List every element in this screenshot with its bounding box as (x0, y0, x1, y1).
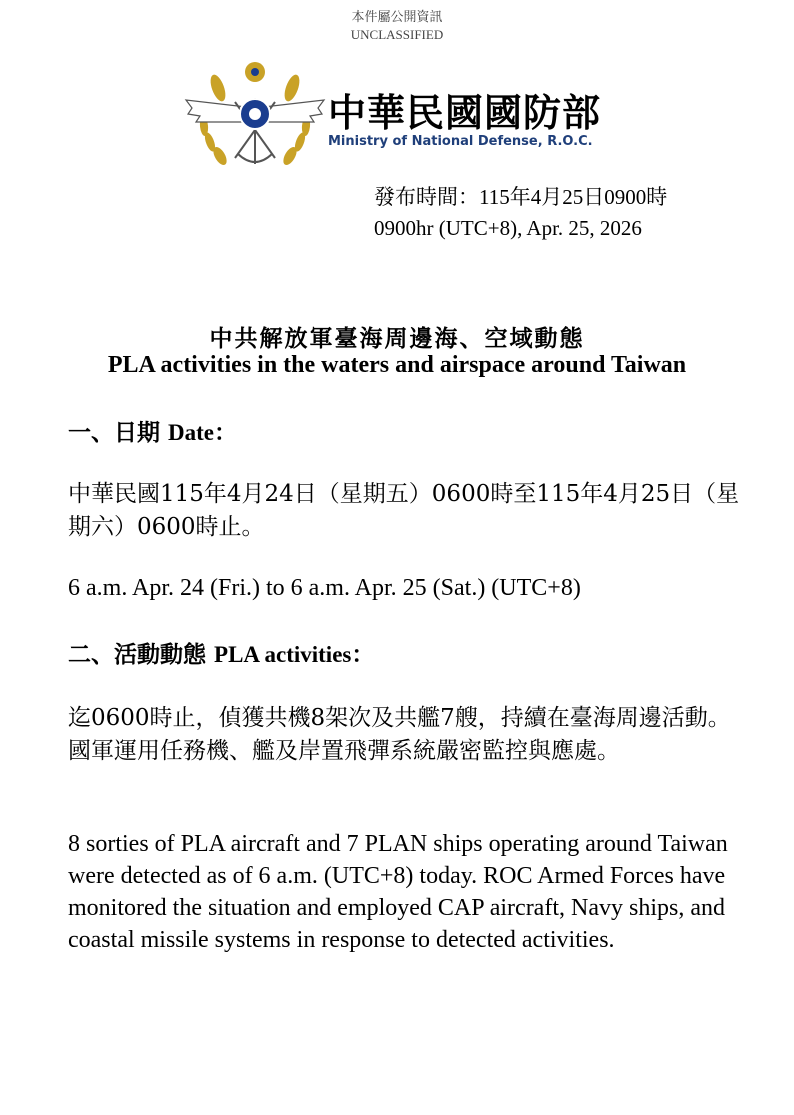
section-date-heading-zh: 一、日期 (68, 419, 160, 446)
date-paragraph-zh: 中華民國115年4月24日（星期五）0600時至115年4月25日（星期六）0600時止。 (68, 481, 740, 540)
mnd-emblem-icon (180, 58, 330, 176)
ministry-name-zh: 中華民國國防部 (328, 91, 602, 135)
classification-marking (0, 8, 794, 44)
section-date-heading-en: Date (168, 420, 214, 445)
activities-paragraph-en: 8 sorties of PLA aircraft and 7 PLAN ships operating around Taiwan were detected as of 6 a.m. (UTC+8) today. ROC Armed Forces have monitored the situation and employed CAP aircraft, Navy ships, and coastal missile systems in response to detected activities. (68, 831, 728, 953)
section-activities-heading-en: PLA activities (214, 642, 352, 667)
date-paragraph-en: 6 a.m. Apr. 24 (Fri.) to 6 a.m. Apr. 25 (Sat.) (UTC+8) (68, 575, 581, 601)
page-title-en: PLA activities in the waters and airspace around Taiwan (107, 352, 687, 378)
release-time-en: 0900hr (UTC+8), Apr. 25, 2026 (374, 216, 642, 240)
release-time (374, 182, 667, 244)
page-title-zh: 中共解放軍臺海周邊海、空域動態 (209, 325, 585, 352)
ministry-name-en: Ministry of National Defense, R.O.C. (328, 134, 593, 149)
classification-zh: 本件屬公開資訊 (351, 9, 443, 24)
section-activities-heading-colon: ： (351, 641, 375, 668)
activities-paragraph-zh: 迄0600時止，偵獲共機8架次及共艦7艘，持續在臺海周邊活動。國軍運用任務機、艦及岸置飛彈系統嚴密監控與應處。 (68, 705, 731, 764)
section-activities-heading (68, 636, 374, 669)
section-date-heading-colon: ： (214, 419, 237, 446)
section-activities-heading-zh: 二、活動動態 (68, 641, 206, 668)
section-date-heading (68, 414, 237, 447)
release-time-zh: 發布時間：115年4月25日0900時 (374, 185, 668, 209)
classification-en: UNCLASSIFIED (350, 27, 444, 42)
